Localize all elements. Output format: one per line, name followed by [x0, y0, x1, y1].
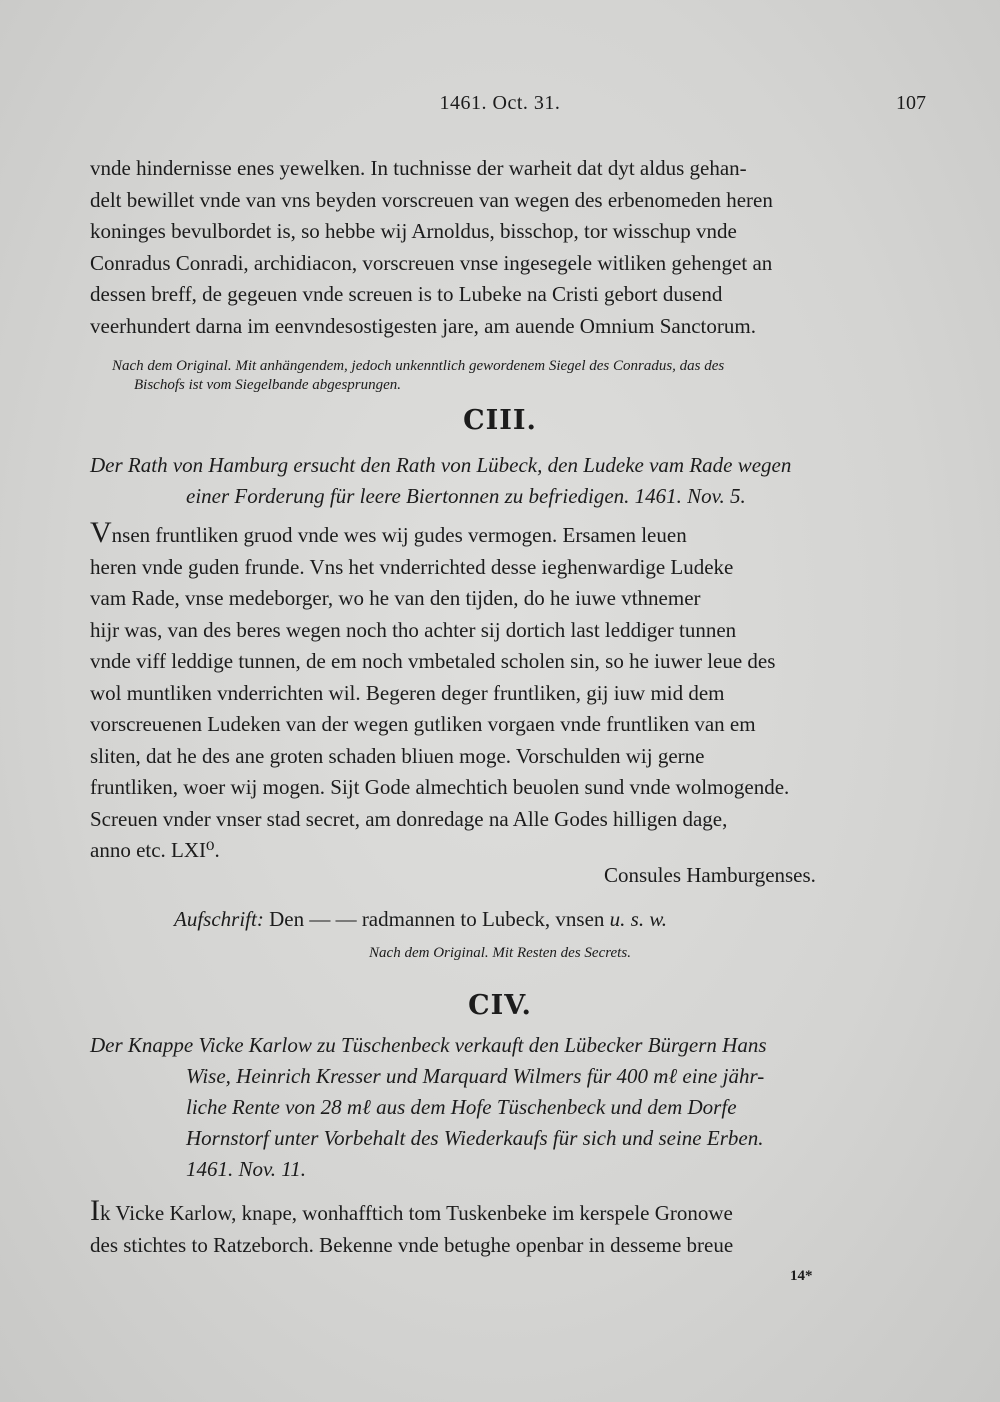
title-line: 1461. Nov. 11. [186, 1157, 306, 1181]
text-line: vam Rade, vnse medeborger, wo he van den tijden, do he iuwe vthnemer [90, 586, 701, 610]
address-line [174, 907, 667, 932]
address-label: Aufschrift: [174, 907, 264, 931]
note-line: Nach dem Original. Mit anhängendem, jedoch unkenntlich gewordenem Siegel des Conradus, das des [112, 358, 725, 374]
editorial-note-1 [112, 357, 924, 395]
header-date: 1461. Oct. 31. [439, 92, 561, 114]
section-number-ciii: CIII. [463, 405, 537, 436]
address-text: Den — — radmannen to Lubeck, vnsen [269, 907, 605, 931]
text-line: wol muntliken vnderrichten wil. Begeren deger fruntliken, gij iuw mid dem [90, 680, 725, 705]
text-line: Conradus Conradi, archidiacon, vorscreuen vnse ingesegele witliken gehenget an [90, 250, 773, 275]
text-line: sliten, dat he des ane groten schaden bliuen moge. Vorschulden wij gerne [90, 743, 705, 768]
text-line: vnde viff leddige tunnen, de em noch vmbetaled scholen sin, so he iuwer leue des [90, 649, 776, 673]
section-ciii-title [90, 450, 925, 512]
text-line: anno etc. LXI⁰. [90, 838, 220, 862]
text-line: vorscreuenen Ludeken van der wegen gutliken vorgaen vnde fruntliken van em [90, 712, 756, 736]
title-line: Wise, Heinrich Kresser und Marquard Wilmers für 400 mℓ eine jähr- [186, 1064, 765, 1088]
title-line: einer Forderung für leere Biertonnen zu befriedigen. 1461. Nov. 5. [186, 484, 746, 508]
text-line: delt bewillet vnde van vns beyden vorscreuen van wegen des erbenomeden heren [90, 187, 773, 212]
text-line: Screuen vnder vnser stad secret, am donredage na Alle Godes hilligen dage, [90, 806, 728, 831]
text-line [90, 1194, 925, 1230]
text-line: veerhundert darna im eenvndesostigesten jare, am auende Omnium Sanctorum. [90, 313, 756, 338]
address-abbreviation: u. s. w. [609, 907, 668, 931]
section-civ-title [90, 1030, 925, 1185]
drop-initial: V [90, 516, 112, 549]
text-line: heren vnde guden frunde. Vns het vnderrichted desse ieghenwardige Ludeke [90, 554, 734, 579]
page-number: 107 [896, 92, 926, 114]
title-line: liche Rente von 28 mℓ aus dem Hofe Tüschenbeck und dem Dorfe [186, 1095, 737, 1119]
section-civ-body [90, 1194, 925, 1261]
section-number-civ: CIV. [468, 990, 532, 1021]
signature-mark: 14* [790, 1268, 813, 1284]
running-header [0, 92, 1000, 120]
paragraph-1 [90, 153, 925, 342]
text-line: koninges bevulbordet is, so hebbe wij Arnoldus, bisschop, tor wisschup vnde [90, 219, 737, 243]
text-line: fruntliken, woer wij mogen. Sijt Gode almechtich beuolen sund vnde wolmogende. [90, 775, 790, 799]
text-line-rest: nsen fruntliken gruod vnde wes wij gudes vermogen. Ersamen leuen [111, 523, 687, 547]
title-line: Hornstorf unter Vorbehalt des Wiederkaufs für sich und seine Erben. [186, 1126, 764, 1150]
text-line: des stichtes to Ratzeborch. Bekenne vnde betughe openbar in desseme breue [90, 1232, 734, 1257]
title-line: Der Knappe Vicke Karlow zu Tüschenbeck verkauft den Lübecker Bürgern Hans [90, 1033, 767, 1057]
text-line: vnde hindernisse enes yewelken. In tuchnisse der warheit dat dyt aldus gehan- [90, 156, 747, 180]
text-line [90, 516, 925, 552]
drop-initial: I [90, 1194, 100, 1227]
signature-line: Consules Hamburgenses. [604, 863, 816, 887]
section-ciii-body [90, 516, 925, 867]
editorial-note-2: Nach dem Original. Mit Resten des Secrets. [369, 945, 631, 961]
note-line: Bischofs ist vom Siegelbande abgesprungen. [134, 377, 402, 393]
title-line: Der Rath von Hamburg ersucht den Rath von Lübeck, den Ludeke vam Rade wegen [90, 453, 792, 477]
text-line: dessen breff, de gegeuen vnde screuen is to Lubeke na Cristi gebort dusend [90, 282, 723, 306]
text-line: hijr was, van des beres wegen noch tho achter sij dortich last leddiger tunnen [90, 617, 737, 642]
text-line-rest: k Vicke Karlow, knape, wonhafftich tom Tuskenbeke im kerspele Gronowe [100, 1201, 733, 1225]
